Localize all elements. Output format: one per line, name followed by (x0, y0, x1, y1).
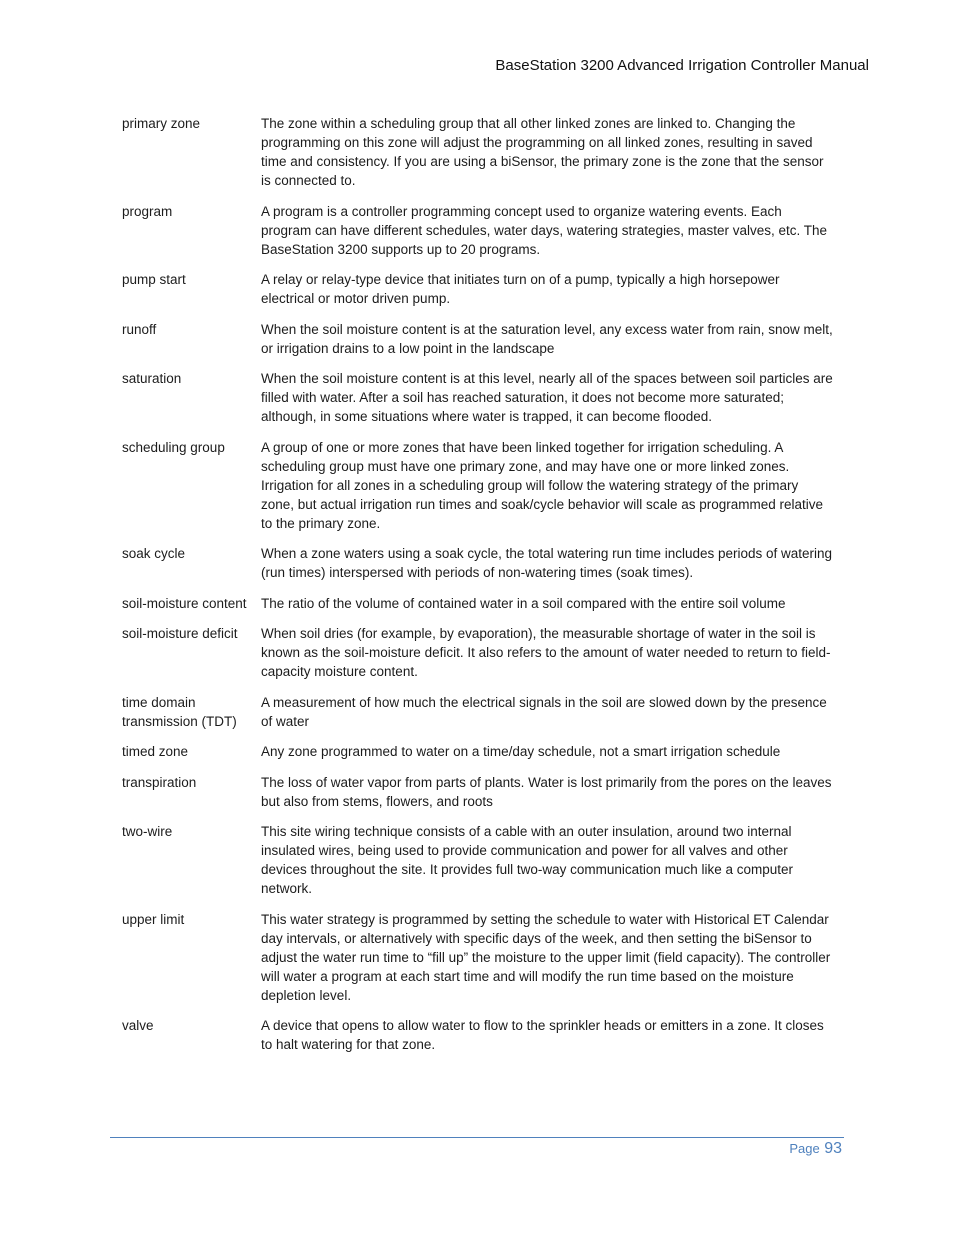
glossary-list (122, 114, 834, 1066)
glossary-definition: Any zone programmed to water on a time/day schedule, not a smart irrigation schedule (261, 744, 781, 759)
glossary-term: timed zone (122, 744, 189, 759)
glossary-entry (122, 202, 834, 259)
glossary-term: pump start (122, 272, 186, 287)
glossary-entry (122, 270, 834, 308)
glossary-definition: A measurement of how much the electrical signals in the soil are slowed down by the presence of water (261, 694, 827, 729)
footer-divider (110, 1137, 844, 1138)
glossary-definition: A relay or relay-type device that initiates turn on of a pump, typically a high horsepower electrical or motor driven pump. (261, 272, 780, 306)
glossary-definition: When soil dries (for example, by evaporation), the measurable shortage of water in the soil is known as the soil-moisture deficit. It also refers to the amount of water needed to return to field-capacity moisture content. (261, 626, 831, 679)
glossary-term: time domain transmission (TDT) (122, 694, 237, 729)
glossary-term: soil-moisture deficit (122, 626, 238, 641)
glossary-entry (122, 594, 834, 613)
glossary-term: runoff (122, 321, 157, 337)
glossary-definition: The zone within a scheduling group that all other linked zones are linked to. Changing the programming on this zone will adjust the programming on all linked zones, resulting in saved time and consistency. If you are using a biSensor, the primary zone is the zone that the sensor is connected to. (261, 116, 824, 188)
glossary-term: saturation (122, 371, 182, 386)
glossary-entry (122, 624, 834, 681)
glossary-entry (122, 1016, 834, 1054)
glossary-definition: A device that opens to allow water to flow to the sprinkler heads or emitters in a zone. It closes to halt watering for that zone. (261, 1018, 824, 1052)
glossary-definition: This water strategy is programmed by setting the schedule to water with Historical ET Calendar day intervals, or alternatively with specific days of the week, and then setting the biSensor to adjust the water run time to “fill up” the moisture to the upper limit (field capacity). The controller will water a program at each start time and will modify the run time based on the moisture depletion level. (261, 911, 831, 1003)
glossary-definition: The ratio of the volume of contained water in a soil compared with the entire soil volume (261, 595, 786, 611)
glossary-term: valve (122, 1018, 154, 1033)
glossary-definition: The loss of water vapor from parts of plants. Water is lost primarily from the pores on the leaves but also from stems, flowers, and roots (261, 774, 832, 809)
glossary-term: primary zone (122, 116, 201, 131)
glossary-term: soak cycle (122, 546, 186, 561)
glossary-definition: When the soil moisture content is at the saturation level, any excess water from rain, snow melt, or irrigation drains to a low point in the landscape (261, 321, 833, 356)
glossary-entry (122, 910, 834, 1005)
glossary-definition: This site wiring technique consists of a cable with an outer insulation, around two internal insulated wires, being used to provide communication and power for all valves and other devices throughout the site. It provides full two-way communication much like a computer network. (261, 824, 793, 896)
glossary-definition: When a zone waters using a soak cycle, the total watering run time includes periods of watering (run times) interspersed with periods of non-watering times (soak times). (261, 546, 833, 580)
glossary-entry (122, 544, 834, 582)
glossary-entry (122, 773, 834, 811)
glossary-term: upper limit (122, 911, 185, 927)
glossary-entry (122, 114, 834, 190)
glossary-term: program (122, 203, 173, 219)
page-number (789, 1140, 842, 1158)
glossary-definition: A program is a controller programming concept used to organize watering events. Each program can have different schedules, water days, watering strategies, master valves, etc. The BaseStation 3200 supports up to 20 programs. (261, 203, 828, 257)
glossary-term: two-wire (122, 824, 173, 839)
glossary-entry (122, 438, 834, 533)
page-label: Page (789, 1141, 820, 1156)
glossary-term: scheduling group (122, 439, 225, 455)
glossary-entry (122, 320, 834, 358)
glossary-definition: When the soil moisture content is at this level, nearly all of the spaces between soil particles are filled with water. After a soil has reached saturation, it does not become more saturated; although, in some situations where water is trapped, it can become flooded. (261, 371, 833, 424)
glossary-term: soil-moisture content (122, 595, 247, 611)
page-header-title: BaseStation 3200 Advanced Irrigation Controller Manual (495, 57, 869, 74)
glossary-entry (122, 742, 834, 761)
glossary-definition: A group of one or more zones that have been linked together for irrigation scheduling. A scheduling group must have one primary zone, and may have one or more linked zones. Irrigation for all zones in a scheduling group will follow the watering strategy of the primary zone, but actual irrigation run times and soak/cycle behavior will scale as programmed relative to the primary zone. (261, 439, 824, 531)
glossary-term: transpiration (122, 774, 197, 790)
glossary-entry (122, 822, 834, 898)
glossary-entry (122, 369, 834, 426)
glossary-entry (122, 693, 834, 731)
page-number-value: 93 (824, 1140, 842, 1157)
